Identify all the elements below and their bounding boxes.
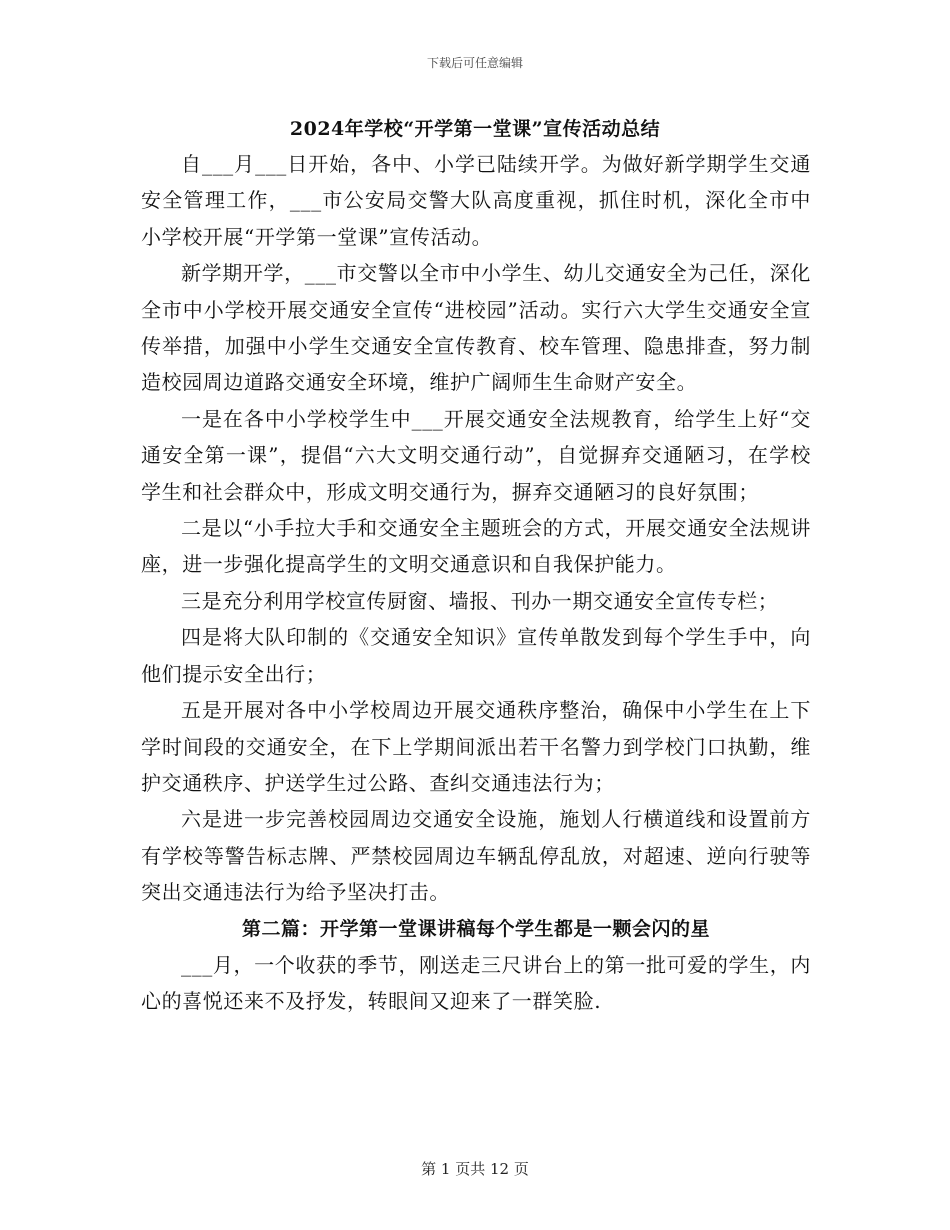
paragraph-measure-5: 五是开展对各中小学校周边开展交通秩序整治，确保中小学生在上下学时间段的交通安全，在下上学期间派出若干名警力到学校门口执勤，维护交通秩序、护送学生过公路、查纠交通违法行为； [141, 698, 811, 795]
paragraph-measure-6: 六是进一步完善校园周边交通安全设施，施划人行横道线和设置前方有学校等警告标志牌、严禁校园周边车辆乱停乱放，对超速、逆向行驶等突出交通违法行为给予坚决打击。 [141, 807, 811, 905]
paragraph-measure-1: 一是在各中小学校学生中___开展交通安全法规教育，给学生上好“交通安全第一课”，提倡“六大文明交通行动”，自觉摒弃交通陋习，在学校学生和社会群众中，形成文明交通行为，摒弃交通陋习的良好氛围； [141, 406, 811, 504]
paragraph-measure-2: 二是以“小手拉大手和交通安全主题班会的方式，开展交通安全法规讲座，进一步强化提高学生的文明交通意识和自我保护能力。 [141, 516, 811, 577]
section-2-paragraph: ___月，一个收获的季节，刚送走三尺讲台上的第一批可爱的学生，内心的喜悦还来不及抒发，转眼间又迎来了一群笑脸. [141, 952, 811, 1014]
document-title: 2024年学校“开学第一堂课”宣传活动总结 [289, 118, 661, 140]
paragraph-overview: 新学期开学，___市交警以全市中小学生、幼儿交通安全为己任，深化全市中小学校开展交通安全宣传“进校园”活动。实行六大学生交通安全宣传举措，加强中小学生交通安全宣传教育、校车管理、隐患排查，努力制造校园周边道路交通安全环境，维护广阔师生生命财产安全。 [141, 261, 811, 395]
paragraph-measure-4: 四是将大队印制的《交通安全知识》宣传单散发到每个学生手中，向他们提示安全出行； [141, 625, 811, 686]
document-body [141, 146, 811, 1020]
paragraph-intro: 自___月___日开始，各中、小学已陆续开学。为做好新学期学生交通安全管理工作，___市公安局交警大队高度重视，抓住时机，深化全市中小学校开展“开学第一堂课”宣传活动。 [141, 152, 811, 249]
page-number-footer: 第 1 页共 12 页 [421, 1160, 529, 1178]
page-header-note: 下载后可任意编辑 [426, 56, 523, 70]
section-2-heading: 第二篇：开学第一堂课讲稿每个学生都是一颗会闪的星 [241, 917, 710, 940]
paragraph-measure-3: 三是充分利用学校宣传厨窗、墙报、刊办一期交通安全宣传专栏； [181, 588, 779, 613]
